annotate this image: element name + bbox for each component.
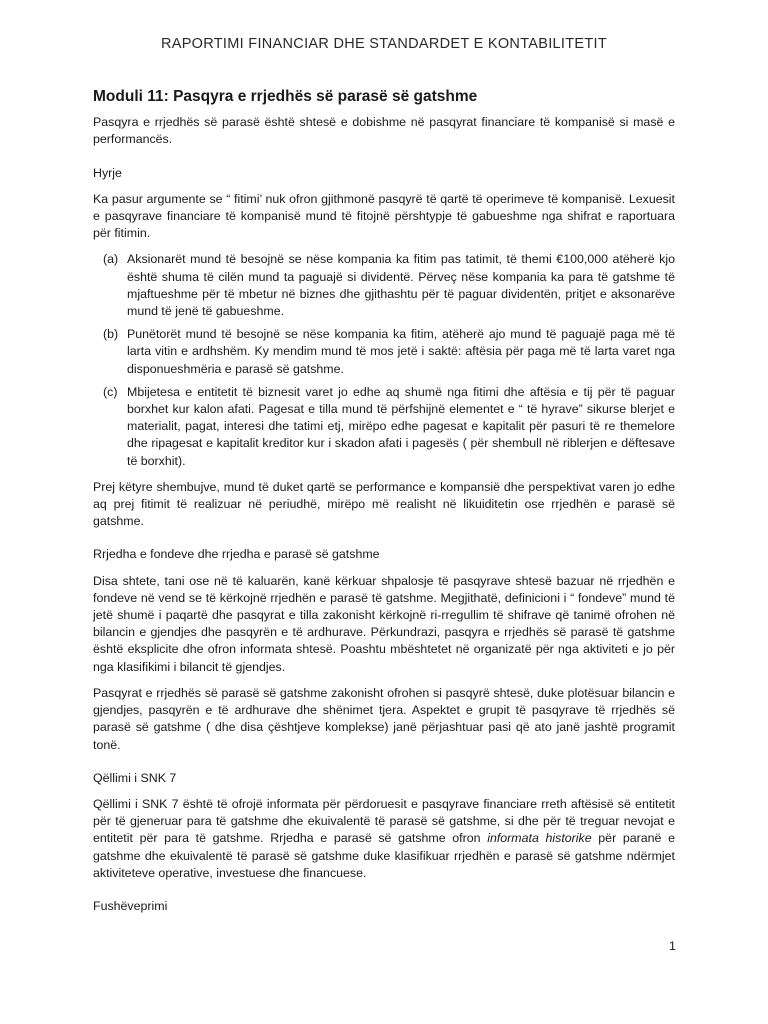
hyrje-list	[93, 251, 675, 469]
rrjedha-paragraph-1: Disa shtete, tani ose në të kaluarën, kanë kërkuar shpalosje të pasqyrave shtesë bazuar në rrjedhën e fondeve në vend se të kërkojnë rrjedhën e parasë të gatshme. Megjithatë, definicioni i “ fondeve” mund të jetë shumë i paqartë dhe pasqyrat e tilla zakonisht kërkojnë ri-rregullim të shifrave që tanimë ofrohen në bilancin e gjendjes dhe pasqyrën e të ardhurave. Përkundrazi, pasqyra e rrjedhës së parasë të gatshme është eksplicite dhe ofron informata shtesë. Poashtu mbështetet në organizatë për nga aktiviteti e jo për nga klasifikimi i bilancit të gjendjes.	[93, 573, 675, 674]
module-title: Moduli 11: Pasqyra e rrjedhës së parasë së gatshme	[93, 88, 478, 105]
section-heading-fusheveprimi: Fushëveprimi	[93, 898, 168, 913]
intro-paragraph: Pasqyra e rrjedhës së parasë është shtesë e dobishme në pasqyrat financiare të kompanisë si masë e performancës.	[93, 115, 675, 147]
list-item-text: Mbijetesa e entitetit të biznesit varet jo edhe aq shumë nga fitimi dhe aftësia e tij për të paguar borxhet kur kalon afati. Pagesat e tilla mund të përfshijnë elementet e “ të hyrave” sikurse blerjet e materialit, pagat, interesi dhe tatimi etj, mirëpo edhe pagesat e kapitalit për pasuri të re themelore dhe ripagesat e kapitalit kreditor kur i skadon afati i pagesës ( për shembull në riblerjen e dëftesave të borxhit).	[127, 384, 675, 468]
page-number: 1	[669, 939, 676, 953]
rrjedha-paragraph-2: Pasqyrat e rrjedhës së parasë së gatshme zakonisht ofrohen si pasqyrë shtesë, duke plotësuar bilancin e gjendjes, pasqyrën e të ardhurave dhe shënimet tjera. Aspektet e grupit të pasqyrave të rrjedhës së parasë së gatshme ( dhe disa çështjeve komplekse) janë përjashtuar pasi që ato janë jashtë programit tonë.	[93, 685, 675, 752]
section-heading-rrjedha: Rrjedha e fondeve dhe rrjedha e parasë së gatshme	[93, 547, 380, 562]
qellimi-emphasis: informata historike	[487, 831, 592, 846]
list-item-text: Punëtorët mund të besojnë se nëse kompania ka fitim, atëherë ajo mund të paguajë paga më të larta vitin e ardhshëm. Ky mendim mund të mos jetë i saktë: aftësia për paga më të larta varet nga disponueshmëria e parasë së gatshme.	[127, 327, 675, 376]
running-header: RAPORTIMI FINANCIAR DHE STANDARDET E KONTABILITETIT	[160, 36, 608, 52]
section-heading-qellimi: Qëllimi i SNK 7	[93, 770, 177, 785]
hyrje-paragraph: Ka pasur argumente se “ fitimi’ nuk ofron gjithmonë pasqyrë të qartë të operimeve të kompanisë. Lexuesit e pasqyrave financiare të kompanisë mund të fitojnë përshtypje të gabueshme nga shifrat e raportuara për fitimin.	[93, 191, 675, 241]
qellimi-text-part-2: për paranë e gatshme dhe ekuivalentë të parasë së gatshme duke klasifikuar rrjedhën e parasë së gatshme ndërmjet aktiviteteve operative, investuese dhe financuese.	[93, 831, 675, 880]
section-heading-hyrje: Hyrje	[93, 165, 122, 180]
list-item-text: Aksionarët mund të besojnë se nëse kompania ka fitim pas tatimit, të themi €100,000 atëherë kjo është shuma të cilën mund ta paguajë si dividentë. Përveç nëse kompania ka para të gatshme të mjaftueshme për të mbetur në biznes dhe gjithashtu për të paguar dividentën, pritjet e aksonarëve mund të jenë të gabueshme.	[127, 252, 675, 319]
list-marker: (c)	[103, 384, 118, 399]
list-marker: (b)	[103, 327, 119, 342]
page-body	[93, 88, 675, 924]
list-item	[93, 384, 675, 470]
qellimi-paragraph	[93, 796, 675, 882]
list-item	[93, 326, 675, 378]
qellimi-text-part-1: Qëllimi i SNK 7 është të ofrojë informata për përdoruesit e pasqyrave financiare rreth aftësisë së entitetit për të gjeneruar para të gatshme dhe ekuivalentë të parasë së gatshme, si dhe për të treguar nevojat e entitetit për para të gatshme. Rrjedha e parasë së gatshme ofron	[93, 796, 675, 846]
list-item	[93, 251, 675, 320]
hyrje-closing-paragraph: Prej këtyre shembujve, mund të duket qartë se performance e kompansië dhe perspektivat varen jo edhe aq prej fitimit të realizuar në periudhë, mirëpo më realisht në likuiditetin ose rrjedhën e parasë së gatshme.	[93, 479, 675, 529]
list-marker: (a)	[103, 252, 119, 267]
